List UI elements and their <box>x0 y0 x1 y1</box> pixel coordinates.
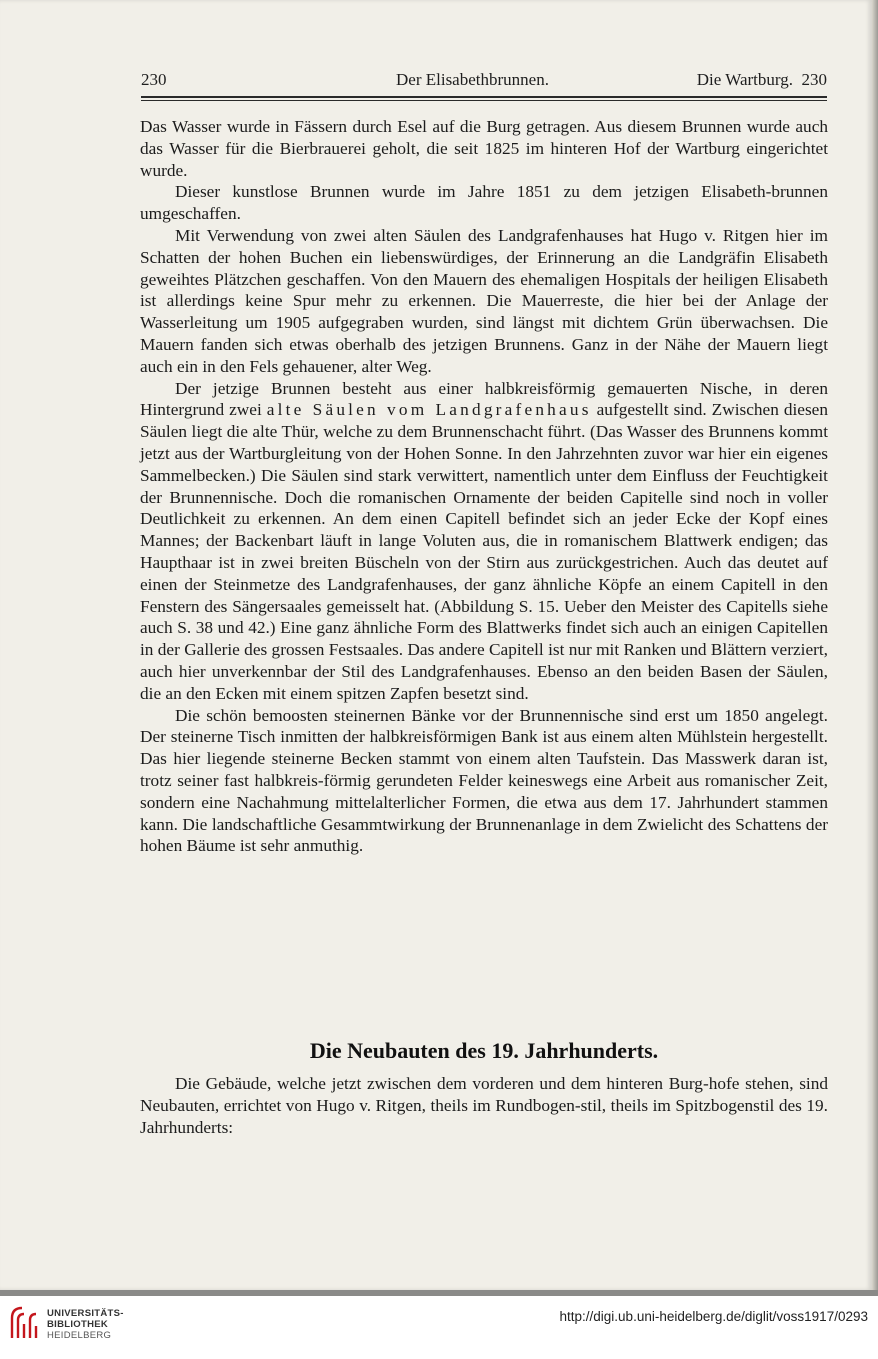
body-text-section-2 <box>140 1073 828 1138</box>
header-rule-thin <box>141 100 827 101</box>
page-number-right: 230 <box>801 70 827 89</box>
emphasized-phrase: alte Säulen vom Landgrafenhaus <box>266 400 592 420</box>
paragraph-5: Die schön bemoosten steinernen Bänke vor der Brunnennische sind erst um 1850 angelegt. Der steinerne Tisch inmitten der halbkreisförmigen Bank ist aus einem alten Mühlstein hergestellt. Das hier liegende steinerne Becken stammt von einem alten Taufstein. Das Masswerk daran ist, trotz seiner fast halbkreis-förmig gerundeten Felder keineswegs eine Arbeit aus romanischer Zeit, sondern eine Nachahmung mittelalterlicher Formen, die etwa aus dem 17. Jahrhundert stammen kann. Die landschaftliche Gesammtwirkung der Brunnenanlage in dem Zwielicht des Schattens der hohen Bäume ist sehr anmuthig. <box>140 705 828 856</box>
paragraph-4-rest: aufgestellt sind. Zwischen diesen Säulen liegt die alte Thür, welche zu dem Brunnenschacht führt. (Das Wasser des Brunnens kommt jetzt aus der Wartburgleitung von der Hohen Sonne. In den Jahrzehnten zuvor war hier ein eigenes Sammelbecken.) Die Säulen sind stark verwittert, namentlich unter dem Einfluss der Feuchtigkeit der Brunnennische. Doch die romanischen Ornamente der beiden Capitelle sind noch in voller Deutlichkeit zu erkennen. An dem einen Capitell befindet sich an jeder Ecke der Kopf eines Mannes; der Backenbart läuft in lange Voluten aus, die in romanischem Blattwerk endigen; das Haupthaar ist in zwei breiten Büscheln von der Stirn aus zurückgestrichen. Auch das deutet auf einen der Steinmetze des Landgrafenhauses, der ganz ähnliche Köpfe an einem Capitell in den Fenstern des Sängersaales gemeisselt hat. (Abbildung S. 15. Ueber den Meister des Capitells siehe auch S. 38 und 42.) Eine ganz ähnliche Form des Blattwerks findet sich auch an einigen Capitellen in der Gallerie des grossen Festsaales. Das andere Capitell ist nur mit Ranken und Blättern verziert, auch hier unverkennbar der Stil des Landgrafenhauses. Ebenso an den beiden Basen der Säulen, die an den Ecken mit einem spitzen Zapfen besetzt sind. <box>140 400 828 703</box>
paragraph-2: Dieser kunstlose Brunnen wurde im Jahre 1851 zu dem jetzigen Elisabeth-brunnen umgeschaffen. <box>140 182 828 224</box>
library-footer <box>0 1296 878 1359</box>
digitization-url-link[interactable]: http://digi.ub.uni-heidelberg.de/diglit/voss1917/0293 <box>559 1309 868 1324</box>
university-library-logo-icon <box>8 1304 40 1344</box>
paragraph-1: Das Wasser wurde in Fässern durch Esel auf die Burg getragen. Aus diesem Brunnen wurde auch das Wasser für die Bierbrauerei geholt, die seit 1825 im hinteren Hof der Wartburg eingerichtet wurde. <box>140 117 828 180</box>
page-edge <box>872 0 878 1290</box>
header-rule-thick <box>141 96 827 98</box>
section-title: Die Wartburg. <box>696 70 793 89</box>
library-name-line-2: BIBLIOTHEK <box>47 1319 109 1330</box>
library-name-line-3: HEIDELBERG <box>47 1330 112 1341</box>
paragraph-3: Mit Verwendung von zwei alten Säulen des Landgrafenhauses hat Hugo v. Ritgen hier im Schatten der hohen Buchen ein liebenswürdiges, der Erinnerung an die Landgräfin Elisabeth geweihtes Plätzchen geschaffen. Von den Mauern des ehemaligen Hospitals der heiligen Elisabeth ist allerdings keine Spur mehr zu erkennen. Die Mauerreste, die hier bei der Anlage der Wasserleitung um 1905 aufgegraben wurden, sind längst mit dichtem Grün überwachsen. Die Mauern fanden sich etwas oberhalb des jetzigen Brunnens. Ganz in der Nähe der Mauern liegt auch ein in den Fels gehauener, alter Weg. <box>140 225 828 376</box>
body-text <box>140 116 828 857</box>
section-and-page-number <box>697 70 827 90</box>
paragraph-6: Die Gebäude, welche jetzt zwischen dem vorderen und dem hinteren Burg-hofe stehen, sind Neubauten, errichtet von Hugo v. Ritgen, theils im Rundbogen-stil, theils im Spitzbogenstil des 19. Jahrhunderts: <box>140 1074 828 1137</box>
page-number-left: 230 <box>141 70 167 89</box>
library-name <box>47 1308 124 1341</box>
paragraph-4-start: Der jetzige Brunnen besteht aus einer halbkreisförmig gemauerten Nische, in deren Hintergrund zwei <box>140 378 828 420</box>
paragraph-4 <box>140 378 828 705</box>
library-name-line-1: UNIVERSITÄTS- <box>47 1308 124 1319</box>
running-head <box>141 70 827 94</box>
section-heading: Die Neubauten des 19. Jahrhunderts. <box>309 1038 659 1063</box>
chapter-title: Der Elisabethbrunnen. <box>396 70 549 89</box>
